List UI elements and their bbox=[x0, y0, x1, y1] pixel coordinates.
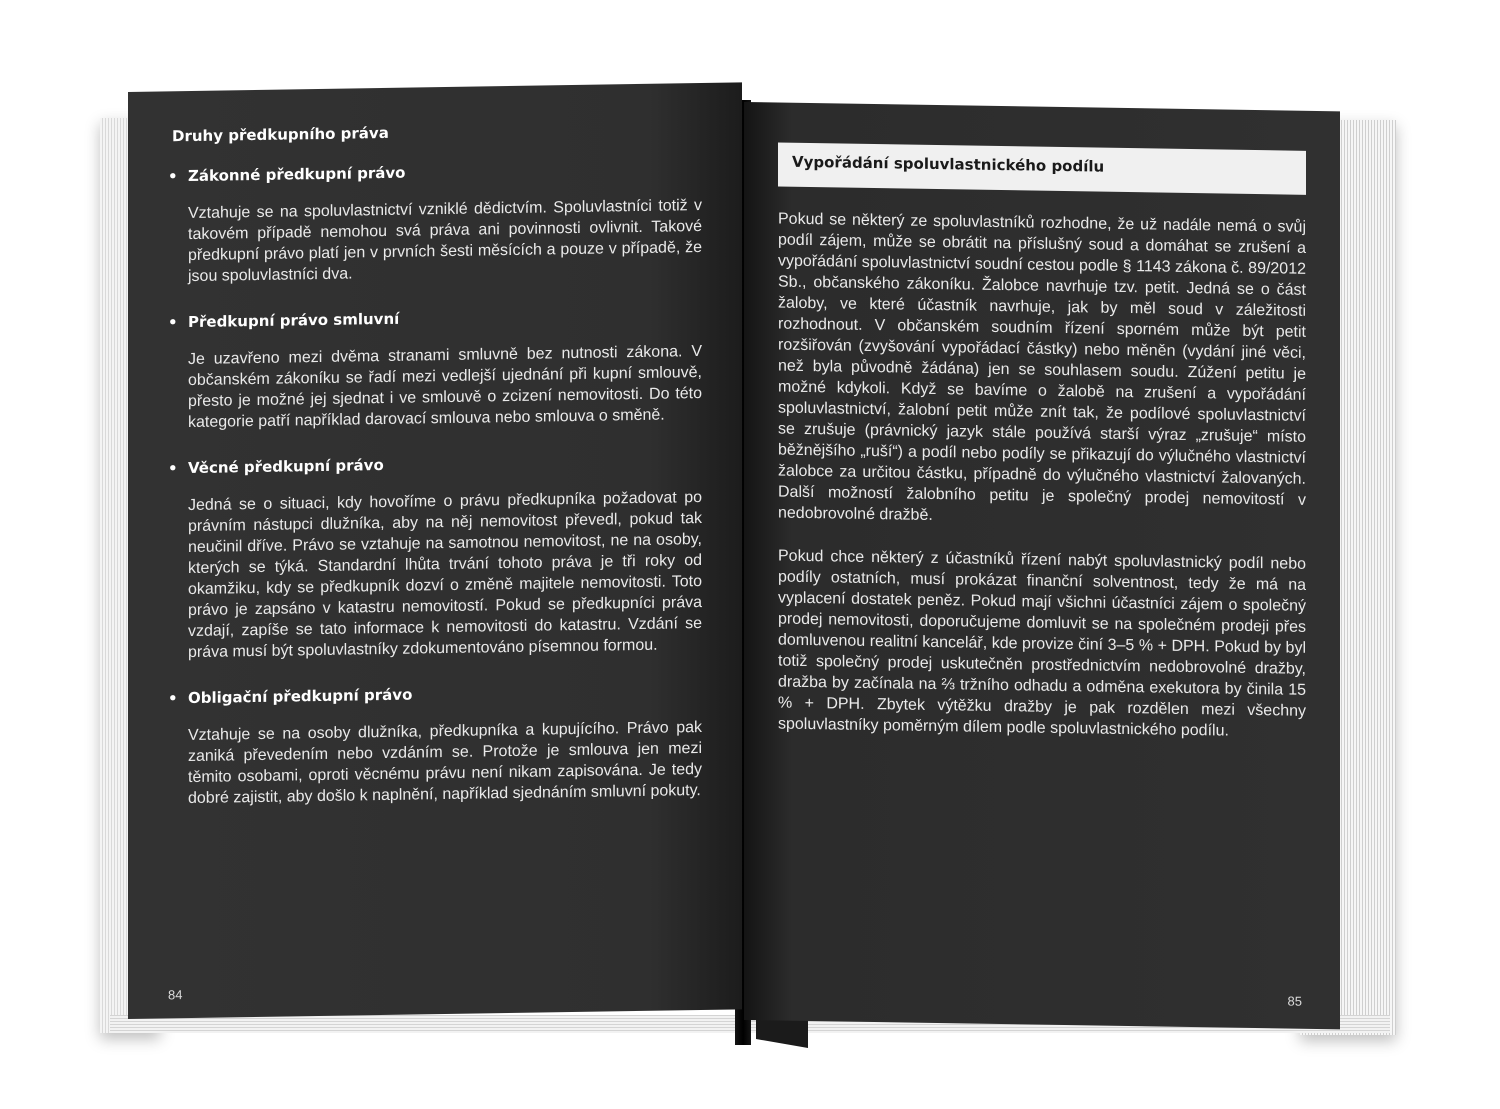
subsection-title bbox=[168, 451, 702, 478]
left-page-heading: Druhy předkupního práva bbox=[172, 123, 389, 146]
left-page bbox=[128, 82, 742, 1019]
bullet-icon: • bbox=[168, 313, 178, 332]
subsection-paragraph: Jedná se o situaci, kdy hovoříme o právu předkupníka požadovat po právním nástupci dlužníka, aby na něj nemovitost převedl, pokud tak neučinil dříve. Právo se vztahuje na samotnou nemovitost, ne na osoby, kterých se týká. Standardní lhůta trvání tohoto práva je tři roky od okamžiku, kdy se předkupník dozví o změně majitele nemovitosti. Toto právo je zapsáno v katastru nemovitostí. Pokud se předkupníci práva vzdají, zapíše se tato informace k nemovitosti do katastru. Vzdání se práva musí být spoluvlastníky zdokumentováno písemnou formou. bbox=[188, 488, 702, 662]
right-page bbox=[744, 102, 1340, 1029]
bookmark-ribbon bbox=[756, 1018, 808, 1048]
subsection-paragraph: Je uzavřeno mezi dvěma stranami smluvně bez nutnosti zákona. V občanském zákoníku se řadí mezi vedlejší ujednání při kupní smlouvě, přesto je možné jej sjednat i ve smlouvě o zcizení nemovitosti. Do této kategorie patří například darovací smlouva nebo smlouva o směně. bbox=[188, 342, 702, 432]
bullet-icon: • bbox=[168, 689, 178, 708]
right-page-heading: Vypořádání spoluvlastnického podílu bbox=[778, 143, 1306, 195]
subsection-title bbox=[168, 159, 702, 186]
left-page-content bbox=[168, 119, 702, 835]
subsection-paragraph: Vztahuje se na osoby dlužníka, předkupníka a kupujícího. Právo pak zaniká převedením nebo vzdáním se. Protože je smlouva jen mezi těmito osobami, oproti věcnému právu není nikam zapisována. Je tedy dobré zajistit, aby došlo k naplnění, například sjednáním smluvní pokuty. bbox=[188, 718, 702, 808]
subsection-title bbox=[168, 305, 702, 332]
subsection-title-text: Obligační předkupní právo bbox=[188, 685, 413, 708]
subsection-title-text: Zákonné předkupní právo bbox=[188, 163, 406, 186]
bullet-icon: • bbox=[168, 167, 178, 186]
right-page-content bbox=[778, 143, 1306, 765]
page-number-right: 85 bbox=[1287, 993, 1302, 1009]
body-paragraph: Pokud se některý ze spoluvlastníků rozhodne, že už nadále nemá o svůj podíl zájem, může se obrátit na příslušný soud a domáhat se zrušení a vypořádání spoluvlastnictví soudní cestou podle § 1143 zákona č. 89/2012 Sb., občanského zákoníku. Žalobce navrhuje tzv. petit. Jedná se o část žaloby, ve které účastník navrhuje, jak by měl soud v záležitosti rozhodnout. V občanském soudním řízení sporném může být petit rozšiřován (zvyšování vypořádací částky) nebo měněn (vydání jiné věci, než byla původně žádána) jen se souhlasem soudu. Zúžení petitu je možné kdykoli. Když se bavíme o žalobě na zrušení a vypořádání spoluvlastnictví, žalobní petit může znít tak, že podílové spoluvlastnictví se zrušuje (právnický jazyk stále používá starší výraz „zrušuje“ místo běžnějšího „ruší“) a podíl nebo podíly se přikazují do výlučného vlastnictví žalobce za určitou částku, případně do výlučného vlastnictví žalovaných. Další možností žalobního petitu je společný prodej nemovitostí v nedobrovolné dražbě. bbox=[778, 210, 1306, 524]
subsection-title-text: Předkupní právo smluvní bbox=[188, 309, 400, 332]
page-number-left: 84 bbox=[168, 987, 183, 1003]
subsection-paragraph: Vztahuje se na spoluvlastnictví vzniklé dědictvím. Spoluvlastníci totiž v takovém případě nemohou svá práva ani povinnosti ovlivnit. Takové předkupní právo platí jen v prvních šesti měsících a pouze v případě, že jsou spoluvlastníci dva. bbox=[188, 196, 702, 286]
bullet-icon: • bbox=[168, 459, 178, 478]
body-paragraph: Pokud chce některý z účastníků řízení nabýt spoluvlastnický podíl nebo podíly ostatních, musí prokázat finanční solventnost, tedy že má na vyplacení dostatek peněz. Pokud mají všichni účastníci zájem o společný prodej nemovitosti, doporučujeme domluvit se na společném prodeji přes domluvenou realitní kancelář, kde provize činí 3–5 % + DPH. Pokud by byl totiž společný prodej uskutečněn prostřednictvím nedobrovolné dražby, dražba by začínala na ⅔ tržního odhadu a odměna exekutora by činila 15 % + DPH. Zbytek výtěžku dražby je pak rozdělen mezi všechny spoluvlastníky poměrným dílem podle spoluvlastnického podílu. bbox=[778, 547, 1306, 740]
subsection-title bbox=[168, 681, 702, 708]
subsection-title-text: Věcné předkupní právo bbox=[188, 455, 384, 478]
